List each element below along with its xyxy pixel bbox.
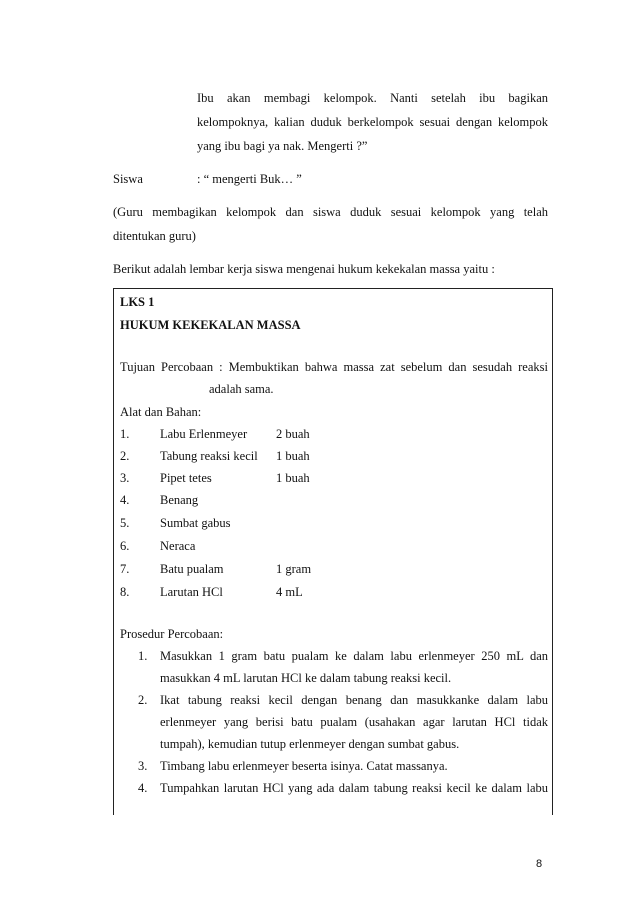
material-qty: 1 gram [276, 562, 312, 576]
procedure-line: Masukkan 1 gram batu pualam ke dalam labu erlenmeyer 250 mL dan [160, 649, 548, 663]
note-line-1: (Guru membagikan kelompok dan siswa duduk sesuai kelompok yang telah [113, 205, 548, 219]
procedure-num: 2. [138, 693, 148, 707]
material-name: Benang [160, 493, 199, 507]
procedure-line: masukkan 4 mL larutan HCl ke dalam tabung reaksi kecil. [160, 671, 452, 685]
material-num: 4. [120, 493, 130, 507]
material-num: 8. [120, 585, 130, 599]
objective-line-1: Tujuan Percobaan : Membuktikan bahwa massa zat sebelum dan sesudah reaksi [120, 360, 548, 374]
material-qty: 1 buah [276, 471, 310, 485]
material-num: 1. [120, 427, 130, 441]
material-name: Tabung reaksi kecil [160, 449, 258, 463]
procedure-line: Tumpahkan larutan HCl yang ada dalam tabung reaksi kecil ke dalam labu [160, 781, 548, 795]
procedure-heading: Prosedur Percobaan: [120, 627, 224, 641]
student-line: : “ mengerti Buk… ” [197, 172, 302, 186]
student-speaker: Siswa [113, 172, 143, 186]
material-name: Sumbat gabus [160, 516, 231, 530]
material-qty: 4 mL [276, 585, 303, 599]
note-line-2: ditentukan guru) [113, 229, 196, 243]
procedure-num: 4. [138, 781, 148, 795]
material-num: 3. [120, 471, 130, 485]
material-qty: 1 buah [276, 449, 310, 463]
procedure-num: 3. [138, 759, 148, 773]
page-number: 8 [536, 858, 543, 870]
material-num: 7. [120, 562, 130, 576]
material-name: Larutan HCl [160, 585, 223, 599]
material-num: 2. [120, 449, 130, 463]
objective-line-2: adalah sama. [209, 382, 274, 396]
worksheet-id: LKS 1 [120, 295, 155, 309]
material-qty: 2 buah [276, 427, 310, 441]
procedure-line: erlenmeyer yang berisi batu pualam (usahakan agar larutan HCl tidak [160, 715, 548, 729]
material-num: 5. [120, 516, 130, 530]
procedure-line: tumpah), kemudian tutup erlenmeyer dengan sumbat gabus. [160, 737, 460, 751]
procedure-line: Ikat tabung reaksi kecil dengan benang dan masukkanke dalam labu [160, 693, 548, 707]
intro-text: Berikut adalah lembar kerja siswa mengenai hukum kekekalan massa yaitu : [113, 262, 495, 276]
material-name: Labu Erlenmeyer [160, 427, 248, 441]
procedure-line: Timbang labu erlenmeyer beserta isinya. Catat massanya. [160, 759, 448, 773]
material-name: Neraca [160, 539, 196, 553]
worksheet-title: HUKUM KEKEKALAN MASSA [120, 318, 301, 332]
procedure-num: 1. [138, 649, 148, 663]
teacher-line-3: yang ibu bagi ya nak. Mengerti ?” [197, 139, 368, 153]
teacher-line-2: kelompoknya, kalian duduk berkelompok sesuai dengan kelompok [197, 115, 548, 129]
material-num: 6. [120, 539, 130, 553]
materials-heading: Alat dan Bahan: [120, 405, 202, 419]
material-name: Pipet tetes [160, 471, 212, 485]
material-name: Batu pualam [160, 562, 224, 576]
teacher-line-1: Ibu akan membagi kelompok. Nanti setelah ibu bagikan [197, 91, 548, 105]
